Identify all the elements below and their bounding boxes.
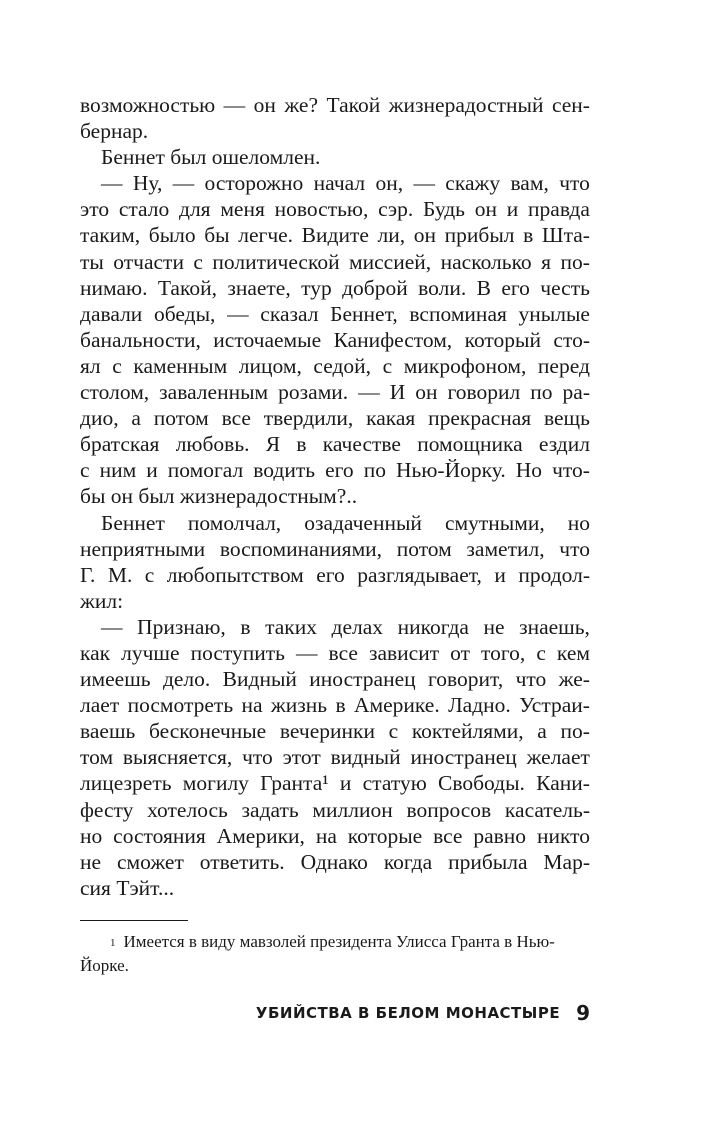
text-line: Беннет помолчал, озадаченный смутными, но — [101, 510, 590, 535]
text-line: сия Тэйт... — [80, 875, 175, 900]
text-line: Г. М. с любопытством его разглядывает, и продол- — [80, 562, 590, 587]
text-line: нимаю. Такой, знаете, тур доброй воли. В его честь — [80, 275, 590, 300]
text-line: таким, было бы легче. Видите ли, он прибыл в Шта- — [80, 223, 590, 248]
text-line: бы он был жизнерадостным?.. — [80, 484, 358, 509]
text-line: давали обеды, — сказал Беннет, вспоминая унылые — [80, 301, 590, 326]
text-line: жил: — [80, 588, 124, 613]
footnote-line2-text: Йорке. — [80, 956, 129, 975]
footnote — [80, 930, 590, 978]
footnote-divider — [80, 920, 188, 921]
text-line: том выясняется, что этот видный иностранец желает — [80, 745, 590, 770]
text-line: братская любовь. Я в качестве помощника ездил — [80, 432, 590, 457]
page-number: 9 — [576, 1001, 590, 1025]
text-line: неприятными воспоминаниями, потом заметил, что — [80, 536, 590, 561]
text-line: лает посмотреть на жизнь в Америке. Ладно. Устраи- — [80, 693, 590, 718]
running-footer — [80, 1000, 590, 1026]
text-line: ял с каменным лицом, седой, с микрофоном, перед — [80, 353, 590, 378]
text-line: ваешь бесконечные вечеринки с коктейлями, а по- — [80, 719, 590, 744]
text-line: бернар. — [80, 119, 149, 144]
footnote-marker: 1 — [110, 937, 116, 949]
text-line: Беннет был ошеломлен. — [101, 145, 321, 170]
footnote-line1-text: Имеется в виду мавзолей президента Улисса Гранта в Нью- — [123, 932, 555, 951]
text-line: — Ну, — осторожно начал он, — скажу вам, что — [101, 171, 590, 196]
text-line: столом, заваленным розами. — И он говорил по ра- — [80, 380, 590, 405]
running-title: УБИЙСТВА В БЕЛОМ МОНАСТЫРЕ — [255, 1004, 561, 1022]
footnote-line-2 — [80, 954, 590, 978]
body-text — [80, 92, 590, 901]
text-line: это стало для меня новостью, сэр. Будь он и правда — [80, 197, 590, 222]
footnote-line-1 — [80, 930, 590, 954]
text-line: как лучше поступить — все зависит от того, с кем — [80, 640, 590, 665]
text-line: лицезреть могилу Гранта¹ и статую Свободы. Кани- — [80, 771, 590, 796]
text-line: дио, а потом все твердили, какая прекрасная вещь — [80, 406, 590, 431]
text-line: с ним и помогал водить его по Нью-Йорку. Но что- — [80, 458, 590, 483]
text-line: возможностью — он же? Такой жизнерадостный сен- — [80, 93, 590, 117]
text-line: имеешь дело. Видный иностранец говорит, что же- — [80, 667, 590, 692]
text-line: ты отчасти с политической миссией, насколько я по- — [80, 249, 590, 274]
footnote-text-1 — [110, 930, 555, 954]
text-line: банальности, источаемые Канифестом, который сто- — [80, 327, 590, 352]
text-line: но состояния Америки, на которые все равно никто — [80, 823, 590, 848]
text-line: — Признаю, в таких делах никогда не знаешь, — [101, 614, 590, 639]
text-line: не сможет ответить. Однако когда прибыла Мар- — [80, 849, 590, 874]
text-line: фесту хотелось задать миллион вопросов касатель- — [80, 797, 590, 822]
